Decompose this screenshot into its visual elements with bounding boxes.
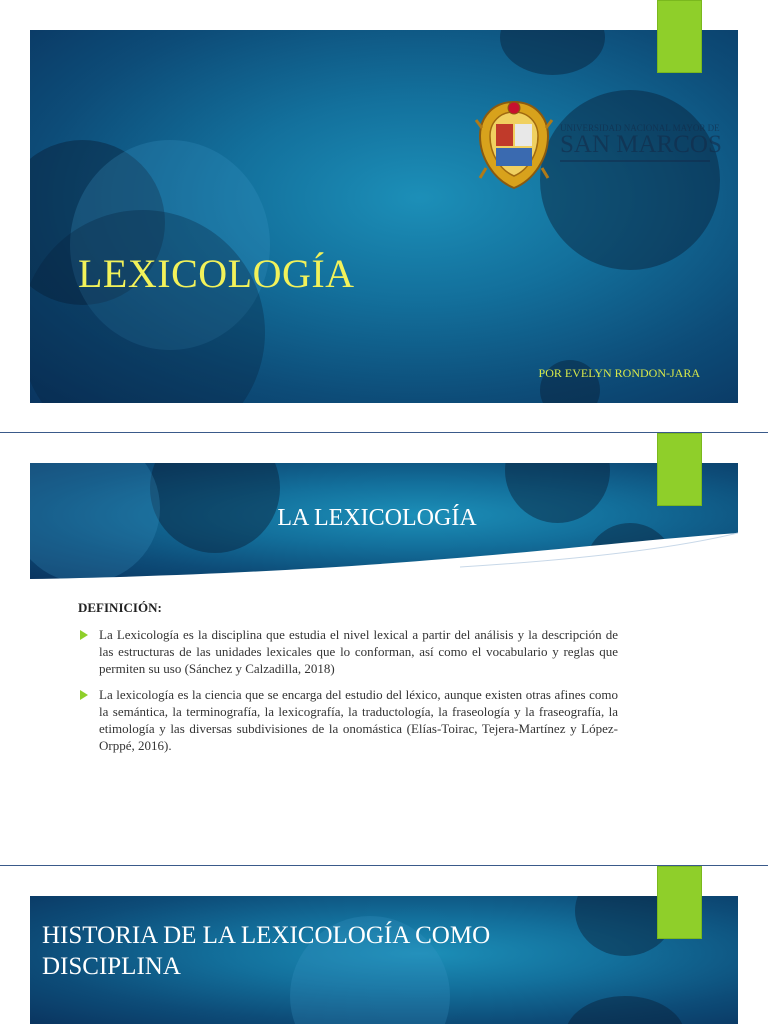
university-seal-icon xyxy=(474,98,554,192)
university-logo-text xyxy=(560,123,722,162)
slide-3-title xyxy=(42,920,602,982)
bg-circle xyxy=(565,996,685,1024)
slide-2-header-band xyxy=(30,463,738,579)
bullet-arrow-icon xyxy=(80,690,88,700)
slide-3[interactable] xyxy=(0,866,768,1024)
definition-heading: DEFINICIÓN: xyxy=(78,600,162,615)
author-credit: POR EVELYN RONDON-JARA xyxy=(538,366,700,380)
list-item xyxy=(78,686,618,754)
slide-1[interactable] xyxy=(0,0,768,432)
slide-1-background xyxy=(30,30,738,403)
university-name: SAN MARCOS xyxy=(560,131,722,158)
green-tab xyxy=(657,866,702,939)
slide-2-title: LA LEXICOLOGÍA xyxy=(277,505,477,531)
slide-1-title: LEXICOLOGÍA xyxy=(78,251,355,296)
green-tab xyxy=(657,0,702,73)
definition-content xyxy=(78,600,618,763)
list-item xyxy=(78,626,618,677)
university-name-small: UNIVERSIDAD NACIONAL MAYOR DE xyxy=(560,123,720,133)
green-tab xyxy=(657,433,702,506)
slide-2[interactable] xyxy=(0,433,768,865)
bg-circle xyxy=(500,30,605,75)
logo-rule xyxy=(560,160,710,162)
bullet-arrow-icon xyxy=(80,630,88,640)
list-item-text: La Lexicología es la disciplina que estudia el nivel lexical a partir del análisis y la descripción de las estructuras de las unidades lexicales que lo conforman, así como el vocabulario y reglas que permiten su uso (Sánchez y Calzadilla, 2018) xyxy=(99,627,618,676)
slide-3-title-line-1: HISTORIA DE LA LEXICOLOGÍA COMO xyxy=(42,922,491,949)
bg-circle xyxy=(540,90,720,270)
list-item-text: La lexicología es la ciencia que se encarga del estudio del léxico, aunque existen otras afines como la semántica, la terminografía, la lexicografía, la traductología, la fraseología y la fraseografía, la etimología y las diversas subdivisiones de la onomástica (Elías-Toirac, Tejera-Martínez y López-Orppé, 2016). xyxy=(99,687,618,753)
slide-3-title-line-2: DISCIPLINA xyxy=(42,953,181,980)
